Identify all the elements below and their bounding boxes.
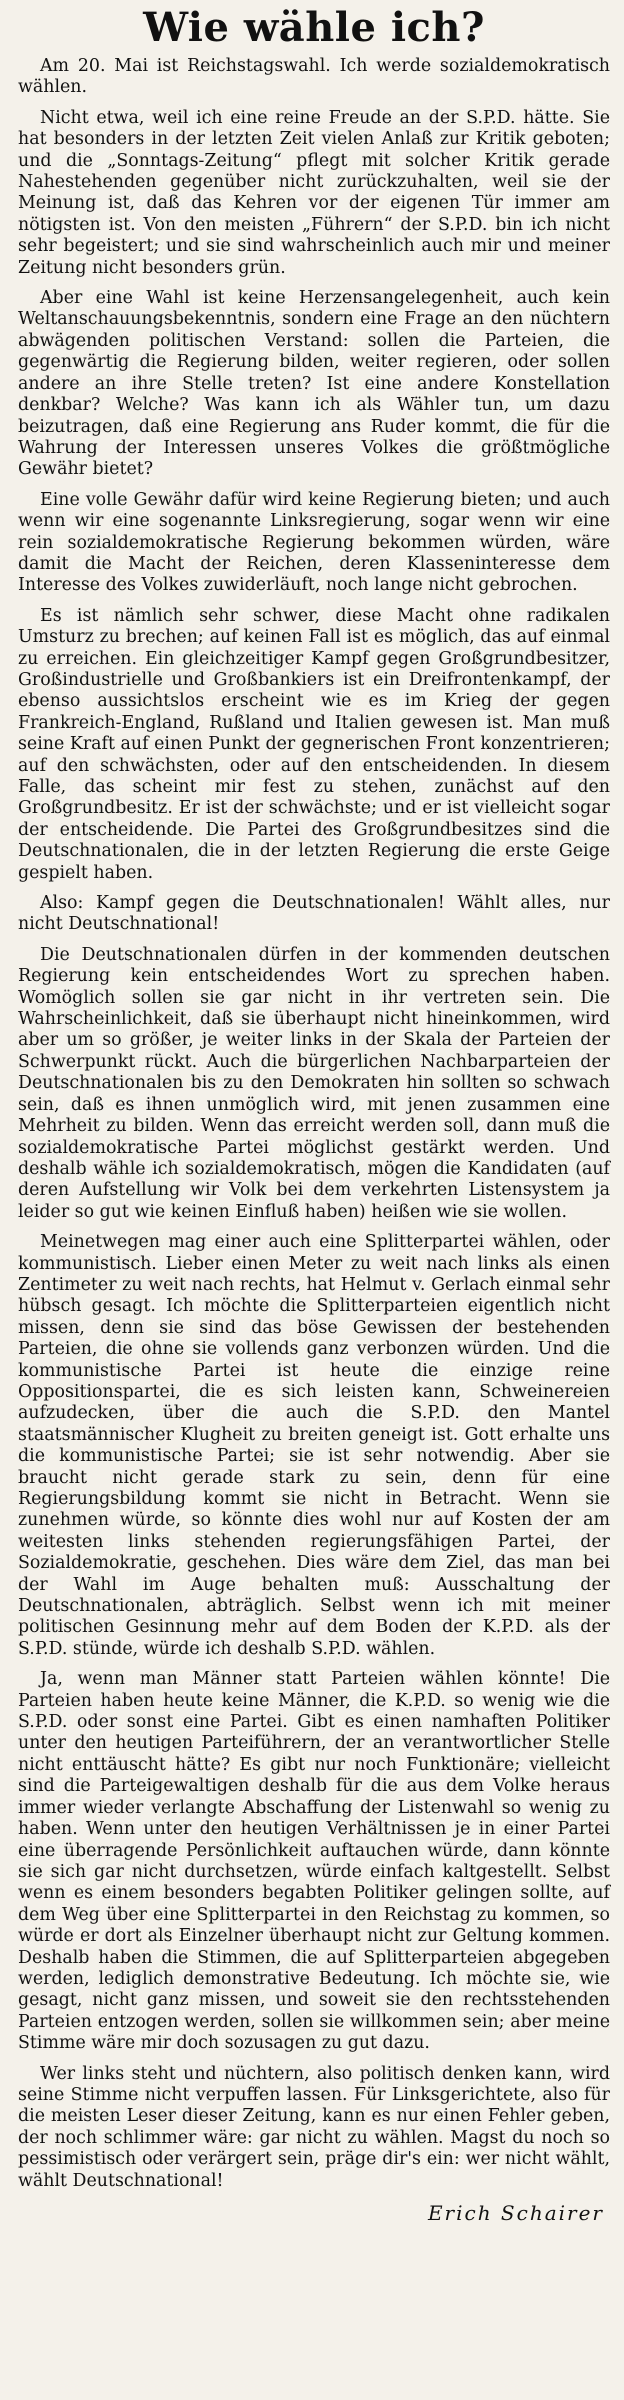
paragraph: Es ist nämlich sehr schwer, diese Macht ohne radikalen Umsturz zu brechen; auf keinen Fall ist es möglich, das auf einmal zu erreichen. Ein gleichzeitiger Kampf gegen Großgrundbesitzer, Großindustrielle und Großbankiers ist ein Dreifrontenkampf, der ebenso aussichtslos erscheint wie es im Krieg der gegen Frankreich-England, Rußland und Italien gewesen ist. Man muß seine Kraft auf einen Punkt der gegnerischen Front konzentrieren; auf den schwächsten, oder auf den entscheidenden. In diesem Falle, das scheint mir fest zu stehen, zunächst auf den Großgrundbesitz. Er ist der schwächste; und er ist vielleicht sogar der entscheidende. Die Partei des Großgrundbesitzes sind die Deutschnationalen, die in der letzten Regierung die erste Geige gespielt haben.	[18, 605, 610, 883]
paragraph: Also: Kampf gegen die Deutschnationalen! Wählt alles, nur nicht Deutschnational!	[18, 893, 610, 935]
paragraph: Meinetwegen mag einer auch eine Splitterpartei wählen, oder kommunistisch. Lieber einen Meter zu weit nach links als einen Zentimeter zu weit nach rechts, hat Helmut v. Gerlach einmal sehr hübsch gesagt. Ich möchte die Splitterparteien eigentlich nicht missen, denn sie sind das böse Gewissen der bestehenden Parteien, die ohne sie vollends ganz verbonzen würden. Und die kommunistische Partei ist heute die einzige reine Oppositionspartei, die es sich leisten kann, Schweinereien aufzudecken, über die auch die S.P.D. den Mantel staatsmännischer Klugheit zu breiten geneigt ist. Gott erhalte uns die kommunistische Partei; sie ist sehr notwendig. Aber sie braucht nicht gerade stark zu sein, denn für eine Regierungsbildung kommt sie nicht in Betracht. Wenn sie zunehmen würde, so könnte dies wohl nur auf Kosten der am weitesten links stehenden regierungsfähigen Partei, der Sozialdemokratie, geschehen. Dies wäre dem Ziel, das man bei der Wahl im Auge behalten muß: Ausschaltung der Deutschnationalen, abträglich. Selbst wenn ich mit meiner politischen Gesinnung mehr auf dem Boden der K.P.D. als der S.P.D. stünde, würde ich deshalb S.P.D. wählen.	[18, 1232, 610, 1659]
paragraph: Die Deutschnationalen dürfen in der kommenden deutschen Regierung kein entscheidendes Wort zu sprechen haben. Womöglich sollen sie gar nicht in ihr vertreten sein. Die Wahrscheinlichkeit, daß sie überhaupt nicht hineinkommen, wird aber um so größer, je weiter links in der Skala der Parteien der Schwerpunkt rückt. Auch die bürgerlichen Nachbarparteien der Deutschnationalen bis zu den Demokraten hin sollten so schwach sein, daß es ihnen unmöglich wird, mit jenen zusammen eine Mehrheit zu bilden. Wenn das erreicht werden soll, dann muß die sozialdemokratische Partei möglichst gestärkt werden. Und deshalb wähle ich sozialdemokratisch, mögen die Kandidaten (auf deren Aufstellung wir Volk bei dem verkehrten Listensystem ja leider so gut wie keinen Einfluß haben) heißen wie sie wollen.	[18, 944, 610, 1222]
paragraph: Eine volle Gewähr dafür wird keine Regierung bieten; und auch wenn wir eine sogenannte Linksregierung, sogar wenn wir eine rein sozialdemokratische Regierung bekommen würden, wäre damit die Macht der Reichen, deren Klasseninteresse dem Interesse des Volkes zuwiderläuft, noch lange nicht gebrochen.	[18, 489, 610, 596]
paragraph: Am 20. Mai ist Reichstagswahl. Ich werde sozialdemokratisch wählen.	[18, 56, 610, 98]
author-signature: Erich Schairer	[427, 2201, 604, 2225]
article-title: Wie wähle ich?	[143, 4, 485, 51]
paragraph: Nicht etwa, weil ich eine reine Freude an der S.P.D. hätte. Sie hat besonders in der letzten Zeit vielen Anlaß zur Kritik geboten; und die „Sonntags-Zeitung“ pflegt mit solcher Kritik gerade Nahestehenden gegenüber nicht zurückzuhalten, weil sie der Meinung ist, daß das Kehren vor der eigenen Tür immer am nötigsten ist. Von den meisten „Führern“ der S.P.D. bin ich nicht sehr begeistert; und sie sind wahrscheinlich auch mir und meiner Zeitung nicht besonders grün.	[18, 107, 610, 278]
paragraph: Ja, wenn man Männer statt Parteien wählen könnte! Die Parteien haben heute keine Männer, die K.P.D. so wenig wie die S.P.D. oder sonst eine Partei. Gibt es einen namhaften Politiker unter den heutigen Parteiführern, der an verantwortlicher Stelle nicht enttäuscht hätte? Es gibt nur noch Funktionäre; vielleicht sind die Parteigewaltigen deshalb für die aus dem Volke heraus immer wieder verlangte Abschaffung der Listenwahl so wenig zu haben. Wenn unter den heutigen Verhältnissen je in einer Partei eine überragende Persönlichkeit auftauchen würde, dann könnte sie sich gar nicht durchsetzen, würde einfach kaltgestellt. Selbst wenn es einem besonders begabten Politiker gelingen sollte, auf dem Weg über eine Splitterpartei in den Reichstag zu kommen, so würde er dort als Einzelner überhaupt nicht zur Geltung kommen. Deshalb haben die Stimmen, die auf Splitterparteien abgegeben werden, lediglich demonstrative Bedeutung. Ich möchte sie, wie gesagt, nicht ganz missen, und soweit sie den rechtsstehenden Parteien entzogen werden, sollen sie willkommen sein; aber meine Stimme wäre mir doch sozusagen zu gut dazu.	[18, 1669, 610, 2054]
paragraph: Wer links steht und nüchtern, also politisch denken kann, wird seine Stimme nicht verpuffen lassen. Für Linksgerichtete, also für die meisten Leser dieser Zeitung, kann es nur einen Fehler geben, der noch schlimmer wäre: gar nicht zu wählen. Magst du noch so pessimistisch oder verärgert sein, präge dir's ein: wer nicht wählt, wählt Deutschnational!	[18, 2063, 610, 2191]
paragraph: Aber eine Wahl ist keine Herzensangelegenheit, auch kein Weltanschauungsbekenntnis, sondern eine Frage an den nüchtern abwägenden politischen Verstand: sollen die Parteien, die gegenwärtig die Regierung bilden, weiter regieren, oder sollen andere an ihre Stelle treten? Ist eine andere Konstellation denkbar? Welche? Was kann ich als Wähler tun, um dazu beizutragen, daß eine Regierung ans Ruder kommt, die für die Wahrung der Interessen unseres Volkes die größtmögliche Gewähr bietet?	[18, 288, 610, 480]
article-body	[18, 56, 610, 2192]
